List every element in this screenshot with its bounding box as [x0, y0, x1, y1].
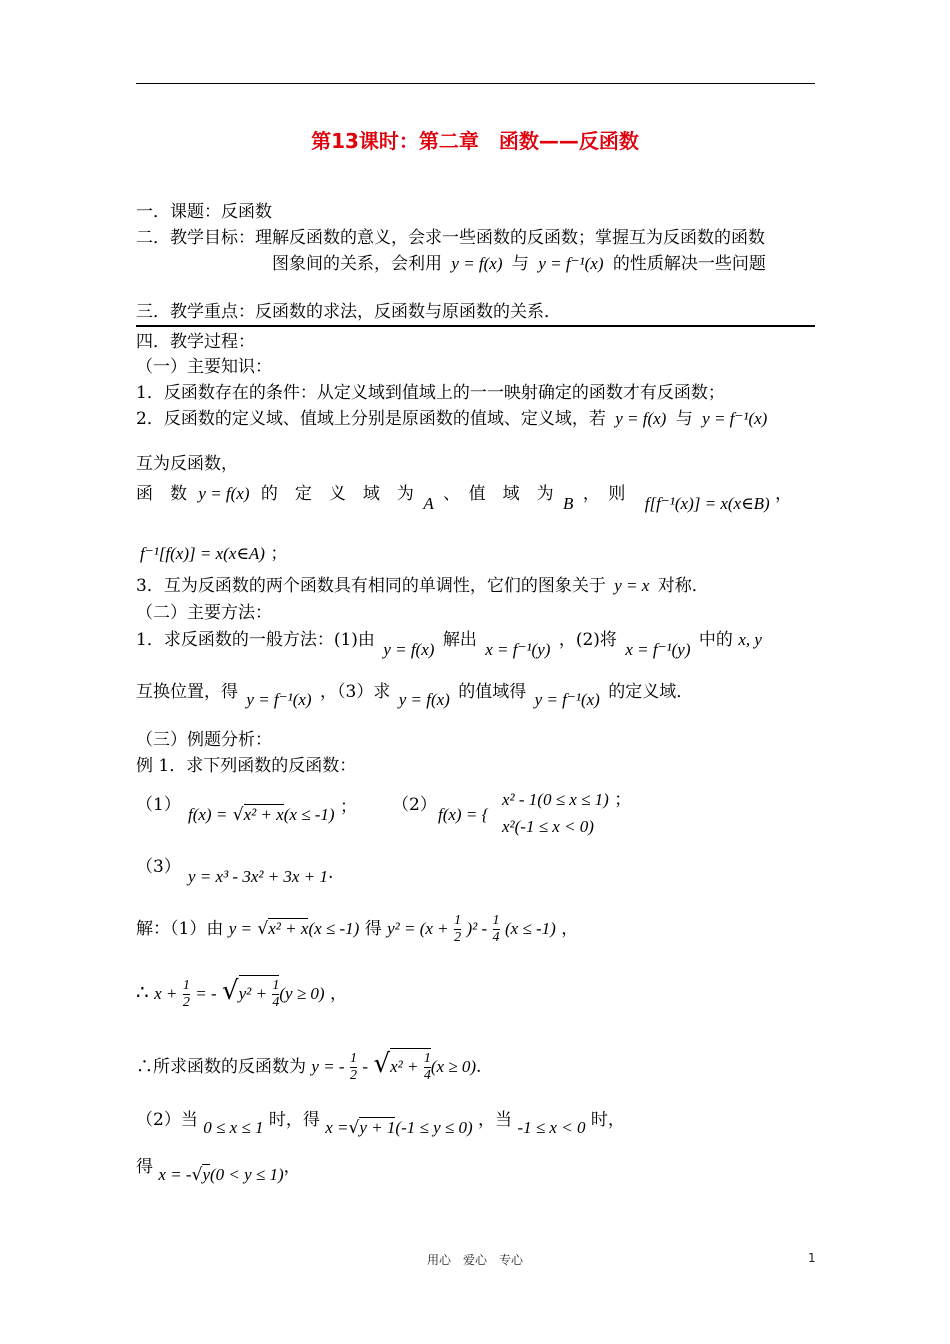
formula-y-finv: y = f⁻¹(x) [538, 254, 604, 273]
formula: y² = (x + [387, 919, 449, 938]
condition: (y ≥ 0) [279, 984, 325, 1003]
formula: y = f(x) [383, 640, 435, 659]
sqrt-symbol: √ [191, 1165, 203, 1185]
text: 解出 [442, 630, 477, 650]
denominator: 2 [182, 995, 190, 1010]
formula: y = f(x) [615, 409, 667, 428]
formula: y = - [311, 1057, 345, 1076]
formula: y = x [614, 576, 650, 595]
text: 时， [590, 1110, 625, 1130]
text: ， [330, 984, 347, 1004]
text: ， [561, 919, 579, 939]
page-footer: 用心 爱心 专心 [426, 1253, 523, 1267]
fraction [183, 978, 190, 1011]
formula: y = f⁻¹(x) [702, 409, 768, 428]
text: . [476, 1057, 482, 1077]
problem-1 [136, 793, 181, 817]
radicand [239, 975, 280, 1011]
text: 的定义域． [608, 682, 694, 702]
text: ， 则 [582, 484, 626, 504]
text: 、 值 域 为 [443, 484, 554, 504]
text: ， [775, 484, 793, 504]
case: x²(-1 ≤ x < 0) [502, 817, 594, 836]
section-goals-line2 [272, 252, 766, 276]
condition: 0 ≤ x ≤ 1 [203, 1118, 264, 1137]
text: ，当 [478, 1110, 513, 1130]
formula: A [423, 494, 434, 513]
numerator: 1 [492, 913, 500, 928]
numerator: 1 [182, 978, 190, 993]
formula: x, y [738, 630, 762, 649]
text: 与 [511, 254, 529, 274]
solution-line-2 [136, 975, 347, 1011]
sqrt-symbol: √ [348, 1118, 360, 1138]
formula: f(x) = { [438, 805, 489, 824]
formula: x² + [390, 1057, 419, 1076]
solution-line-3 [136, 1048, 481, 1084]
knowledge-2-cont: 互为反函数， [136, 454, 238, 474]
text: 与 [675, 409, 693, 429]
radicand: y [202, 1165, 210, 1184]
condition: (x ≤ -1) [504, 919, 556, 938]
fraction [424, 1051, 431, 1084]
text: ∴所求函数的反函数为 [136, 1057, 306, 1077]
condition: (0 < y ≤ 1) [209, 1165, 284, 1184]
sqrt-symbol: √ [373, 1049, 391, 1079]
condition: (x ≤ -1) [283, 805, 335, 824]
formula: f(x) = [188, 805, 228, 824]
text: 2．反函数的定义域、值域上分别是原函数的值域、定义域，若 [136, 409, 606, 429]
example-1-heading: 例 1．求下列函数的反函数： [136, 756, 357, 776]
formula: y = [228, 919, 253, 938]
text: 1．求反函数的一般方法：(1)由 [136, 630, 375, 650]
text: 互换位置，得 [136, 682, 238, 702]
section-process: 四．教学过程： [136, 332, 255, 352]
section-key-points: 三．教学重点：反函数的求法，反函数与原函数的关系． [136, 302, 561, 322]
text: 中的 [698, 630, 733, 650]
formula: f⁻¹[f(x)] = x(x∈A) [140, 544, 265, 563]
text: ， [283, 1157, 301, 1177]
sqrt-symbol: √ [232, 805, 244, 825]
knowledge-2-p3 [136, 482, 793, 513]
radicand: y + 1 [359, 1118, 396, 1137]
formula: f[f⁻¹(x)] = x(x∈B) [644, 494, 770, 513]
radicand [390, 1048, 431, 1084]
section-divider [136, 325, 815, 327]
page-title: 第13课时：第二章 函数——反函数 [311, 129, 639, 153]
formula: x = f⁻¹(y) [485, 640, 551, 659]
sqrt-symbol: √ [222, 976, 239, 1006]
text: 解：（1）由 [136, 919, 224, 939]
condition: -1 ≤ x < 0 [517, 1118, 586, 1137]
formula: y = f(x) [198, 484, 250, 503]
text: ； [270, 544, 288, 564]
section-topic: 一．课题：反函数 [136, 202, 272, 222]
formula: y = f⁻¹(x) [246, 690, 312, 709]
section-goals-line1: 二．教学目标：理解反函数的意义，会求一些函数的反函数；掌握互为反函数的函数 [136, 228, 765, 248]
problem-2-case2 [502, 815, 594, 839]
condition: (x ≥ 0) [430, 1057, 477, 1076]
denominator: 2 [350, 1068, 357, 1083]
numerator: 1 [454, 913, 462, 928]
knowledge-3 [136, 574, 709, 598]
knowledge-1: 1．反函数存在的条件：从定义域到值域上的一一映射确定的函数才有反函数； [136, 383, 725, 403]
problem-2-case1 [502, 788, 631, 812]
text: （2）当 [136, 1110, 198, 1130]
text: . [327, 863, 334, 883]
formula: x = - [158, 1165, 192, 1184]
subsection-knowledge: （一）主要知识： [136, 357, 272, 377]
problem-label: （2） [392, 795, 437, 815]
text: 3．互为反函数的两个函数具有相同的单调性，它们的图象关于 [136, 576, 606, 596]
formula: x = f⁻¹(y) [625, 640, 691, 659]
text: 的 定 义 域 为 [260, 484, 414, 504]
formula: B [563, 494, 574, 513]
formula: y² + [238, 984, 267, 1003]
problem-3-formula [188, 865, 333, 889]
page-number: 1 [808, 1251, 816, 1265]
text: ，(2)将 [558, 630, 617, 650]
fraction [350, 1051, 357, 1084]
denominator: 4 [272, 995, 280, 1010]
condition: (-1 ≤ y ≤ 0) [395, 1118, 473, 1137]
text: 得 [136, 1157, 153, 1177]
text: 时，得 [268, 1110, 320, 1130]
case: x² - 1(0 ≤ x ≤ 1) [502, 790, 609, 809]
problem-3 [136, 855, 181, 879]
numerator: 1 [350, 1051, 357, 1066]
problem-1-formula [188, 797, 357, 827]
denominator: 4 [423, 1068, 431, 1083]
text: 得 [364, 919, 382, 939]
formula: y = x³ - 3x² + 3x + 1 [188, 867, 328, 886]
radicand: x² + x [243, 805, 284, 824]
denominator: 4 [492, 930, 500, 945]
condition: (x ≤ -1) [308, 919, 360, 938]
denominator: 2 [454, 930, 462, 945]
formula: x = [325, 1118, 349, 1137]
subsection-examples: （三）例题分析： [136, 730, 272, 750]
text: 的值域得 [458, 682, 527, 702]
formula: x + [154, 984, 178, 1003]
formula: )² - [466, 919, 488, 938]
solution-line-5 [136, 1155, 301, 1185]
knowledge-2-p4 [140, 542, 287, 566]
subsection-methods: （二）主要方法： [136, 603, 272, 623]
text: 图象间的关系，会利用 [272, 254, 442, 274]
text: 的性质解决一些问题 [612, 254, 766, 274]
problem-label: （1） [136, 795, 181, 815]
formula: = - [195, 984, 217, 1003]
text: 函 数 [136, 484, 187, 504]
method-1 [136, 628, 762, 659]
text: ； [340, 797, 357, 817]
header-rule [136, 83, 815, 84]
knowledge-2 [136, 407, 771, 431]
formula: - [362, 1057, 369, 1076]
text: 对称． [657, 576, 709, 596]
sqrt-symbol: √ [257, 919, 269, 939]
radicand: x² + x [268, 919, 309, 938]
formula: y = f⁻¹(x) [534, 690, 600, 709]
therefore-symbol: ∴ [136, 980, 149, 1004]
problem-label: （3） [136, 857, 181, 877]
method-1-cont [136, 680, 694, 709]
fraction [493, 913, 500, 946]
solution-line-1 [136, 913, 578, 946]
solution-line-4 [136, 1108, 625, 1138]
text: ； [614, 790, 632, 810]
text: ，（3）求 [320, 682, 391, 702]
numerator: 1 [423, 1051, 431, 1066]
problem-2-formula [438, 803, 488, 827]
fraction [454, 913, 461, 946]
numerator: 1 [272, 978, 280, 993]
formula: y = f(x) [398, 690, 450, 709]
formula-y-fx: y = f(x) [451, 254, 503, 273]
problem-2 [392, 793, 437, 817]
